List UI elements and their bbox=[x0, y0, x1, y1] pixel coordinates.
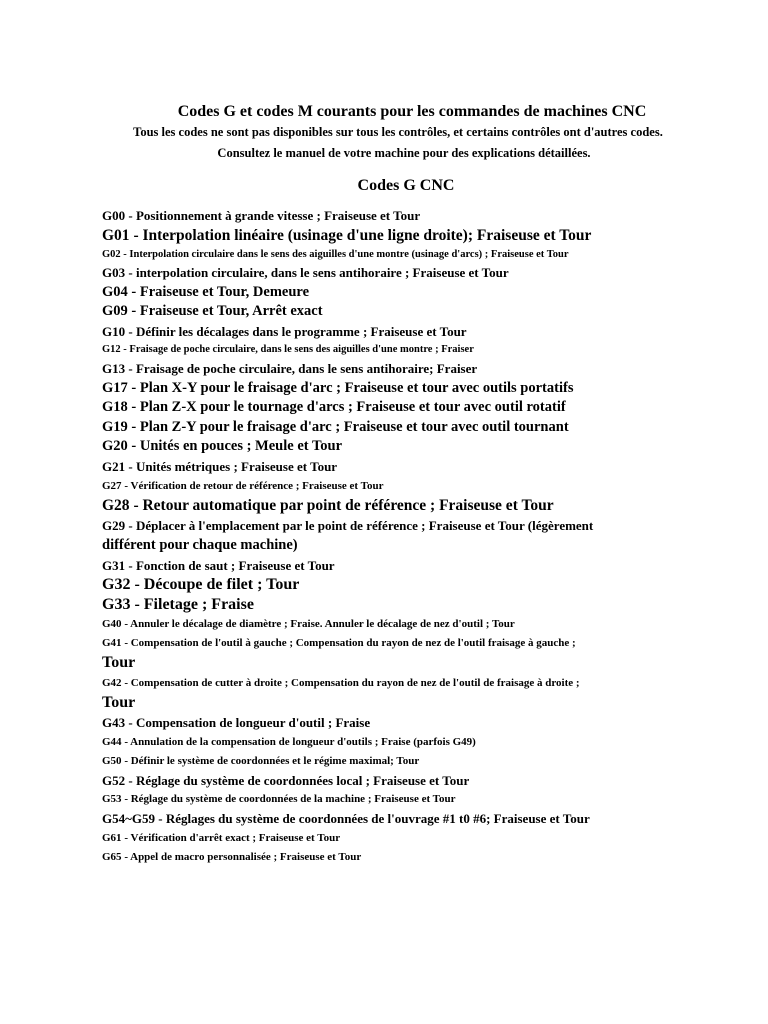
code-label: G65 bbox=[102, 851, 122, 863]
code-label: G00 bbox=[102, 208, 126, 223]
code-label: G32 bbox=[102, 576, 131, 594]
code-description: - Annuler le décalage de diamètre ; Fraise. Annuler le décalage de nez d'outil ; Tour bbox=[121, 618, 515, 631]
code-entry-g28 bbox=[102, 496, 702, 516]
code-description: - Fraiseuse et Tour, Demeure bbox=[127, 283, 310, 300]
code-label: G01 bbox=[102, 226, 130, 244]
code-description: - Positionnement à grande vitesse ; Fraiseuse et Tour bbox=[125, 208, 421, 223]
code-label: G12 bbox=[102, 344, 121, 356]
code-entry-g17 bbox=[102, 379, 702, 399]
code-label: G19 bbox=[102, 418, 128, 435]
code-description: - Découpe de filet ; Tour bbox=[130, 576, 300, 594]
code-entry-g20 bbox=[102, 437, 702, 457]
code-label: G04 bbox=[102, 283, 128, 300]
code-description: - Définir les décalages dans le programme ; Fraiseuse et Tour bbox=[125, 323, 467, 339]
code-label: G50 bbox=[102, 754, 122, 767]
code-description: - Plan Z-X pour le tournage d'arcs ; Fraiseuse et tour avec outil rotatif bbox=[127, 399, 566, 416]
code-entry-g33 bbox=[102, 595, 702, 615]
code-entry-g65 bbox=[102, 848, 702, 867]
code-description: - Vérification d'arrêt exact ; Fraiseuse et Tour bbox=[121, 832, 341, 844]
code-entry-g19 bbox=[102, 418, 702, 438]
code-description: - Vérification de retour de référence ; Fraiseuse et Tour bbox=[121, 479, 384, 492]
code-description: - interpolation circulaire, dans le sens antihoraire ; Fraiseuse et Tour bbox=[125, 265, 509, 281]
code-description: - Fraisage de poche circulaire, dans le sens des aiguilles d'une montre ; Fraiser bbox=[120, 344, 474, 356]
code-description: - Compensation de longueur d'outil ; Fraise bbox=[125, 715, 371, 731]
code-entry-g12 bbox=[102, 341, 702, 359]
code-description: - Fraiseuse et Tour, Arrêt exact bbox=[127, 303, 323, 320]
code-entry-g42 bbox=[102, 674, 702, 693]
code-entry-g00 bbox=[102, 206, 702, 226]
code-description: - Unités métriques ; Fraiseuse et Tour bbox=[125, 458, 338, 474]
code-entry-g44 bbox=[102, 733, 702, 752]
code-entry-g27 bbox=[102, 477, 702, 496]
code-label: G18 bbox=[102, 399, 128, 416]
code-description: - Réglage du système de coordonnées de la machine ; Fraiseuse et Tour bbox=[121, 793, 456, 806]
document-subtitle-availability: Tous les codes ne sont pas disponibles sur tous les contrôles, et certains contrôles ont d'autres codes. bbox=[133, 125, 663, 139]
code-label: G52 bbox=[102, 772, 126, 788]
code-description: - Appel de macro personnalisée ; Fraiseuse et Tour bbox=[121, 851, 362, 863]
code-description: - Réglage du système de coordonnées local ; Fraiseuse et Tour bbox=[125, 772, 470, 788]
code-label: G54~G59 bbox=[102, 811, 155, 827]
code-label: G17 bbox=[102, 379, 128, 396]
code-entry-g29 bbox=[102, 516, 702, 536]
code-description: - Filetage ; Fraise bbox=[130, 596, 254, 614]
code-description: - Fraisage de poche circulaire, dans le sens antihoraire; Fraiser bbox=[125, 360, 478, 376]
code-label: G02 bbox=[102, 248, 121, 260]
code-label: G13 bbox=[102, 360, 126, 376]
code-description: - Interpolation linéaire (usinage d'une ligne droite); Fraiseuse et Tour bbox=[129, 226, 592, 244]
code-entry-g52 bbox=[102, 771, 702, 791]
code-label: G21 bbox=[102, 458, 126, 474]
code-description: - Plan X-Y pour le fraisage d'arc ; Fraiseuse et tour avec outils portatifs bbox=[127, 379, 574, 396]
code-description: - Compensation de l'outil à gauche ; Compensation du rayon de nez de l'outil fraisage à gauche ; bbox=[121, 637, 576, 650]
code-entry-g32 bbox=[102, 575, 702, 595]
code-entry-g29-continuation: différent pour chaque machine) bbox=[102, 537, 298, 554]
code-label: G03 bbox=[102, 265, 126, 281]
code-label: G43 bbox=[102, 715, 126, 731]
code-description: - Annulation de la compensation de longueur d'outils ; Fraise (parfois G49) bbox=[121, 735, 476, 748]
code-entry-g09 bbox=[102, 302, 702, 322]
code-entry-g41 bbox=[102, 634, 702, 653]
code-label: G41 bbox=[102, 637, 122, 650]
code-entry-g61 bbox=[102, 829, 702, 848]
code-label: G10 bbox=[102, 323, 126, 339]
code-entry-g42-continuation: Tour bbox=[102, 693, 136, 711]
code-description: - Déplacer à l'emplacement par le point de référence ; Fraiseuse et Tour (légèrement bbox=[125, 517, 594, 533]
code-label: G61 bbox=[102, 832, 122, 844]
code-label: G27 bbox=[102, 479, 122, 492]
code-label: G20 bbox=[102, 438, 128, 455]
code-entry-g13 bbox=[102, 359, 702, 379]
code-label: G09 bbox=[102, 303, 128, 320]
code-description: - Plan Z-Y pour le fraisage d'arc ; Fraiseuse et tour avec outil tournant bbox=[127, 418, 569, 435]
code-description: - Interpolation circulaire dans le sens des aiguilles d'une montre (usinage d'arcs) ; Fraiseuse et Tour bbox=[120, 248, 569, 260]
code-label: G29 bbox=[102, 517, 126, 533]
code-label: G44 bbox=[102, 735, 122, 748]
code-entry-g40 bbox=[102, 615, 702, 634]
code-description: - Unités en pouces ; Meule et Tour bbox=[127, 438, 343, 455]
code-label: G42 bbox=[102, 676, 122, 689]
code-label: G28 bbox=[102, 496, 130, 514]
code-label: G33 bbox=[102, 596, 131, 614]
section-title-g-codes: Codes G CNC bbox=[357, 177, 455, 194]
code-entry-g43 bbox=[102, 713, 702, 733]
code-entry-g50 bbox=[102, 752, 702, 771]
code-entry-g21 bbox=[102, 457, 702, 477]
code-entry-g31 bbox=[102, 556, 702, 576]
code-entry-g41-continuation: Tour bbox=[102, 654, 136, 672]
document-title: Codes G et codes M courants pour les commandes de machines CNC bbox=[177, 103, 647, 120]
code-description: - Compensation de cutter à droite ; Compensation du rayon de nez de l'outil de fraisage à droite ; bbox=[121, 676, 580, 689]
code-entry-g53 bbox=[102, 790, 702, 809]
code-entry-g04 bbox=[102, 283, 702, 303]
code-entry-g01 bbox=[102, 226, 702, 246]
code-label: G31 bbox=[102, 557, 126, 573]
code-label: G40 bbox=[102, 618, 122, 631]
code-entry-g02 bbox=[102, 246, 702, 264]
code-entry-g18 bbox=[102, 398, 702, 418]
code-description: - Retour automatique par point de référence ; Fraiseuse et Tour bbox=[129, 496, 554, 514]
code-description: - Réglages du système de coordonnées de l'ouvrage #1 t0 #6; Fraiseuse et Tour bbox=[154, 811, 590, 827]
code-label: G53 bbox=[102, 793, 122, 806]
code-entry-g10 bbox=[102, 322, 702, 342]
code-description: - Définir le système de coordonnées et le régime maximal; Tour bbox=[121, 754, 420, 767]
code-entry-g54-g59 bbox=[102, 809, 702, 829]
g-code-list bbox=[102, 206, 702, 867]
document-subtitle-manual: Consultez le manuel de votre machine pour des explications détaillées. bbox=[217, 146, 591, 160]
code-entry-g03 bbox=[102, 263, 702, 283]
code-description: - Fonction de saut ; Fraiseuse et Tour bbox=[125, 557, 335, 573]
